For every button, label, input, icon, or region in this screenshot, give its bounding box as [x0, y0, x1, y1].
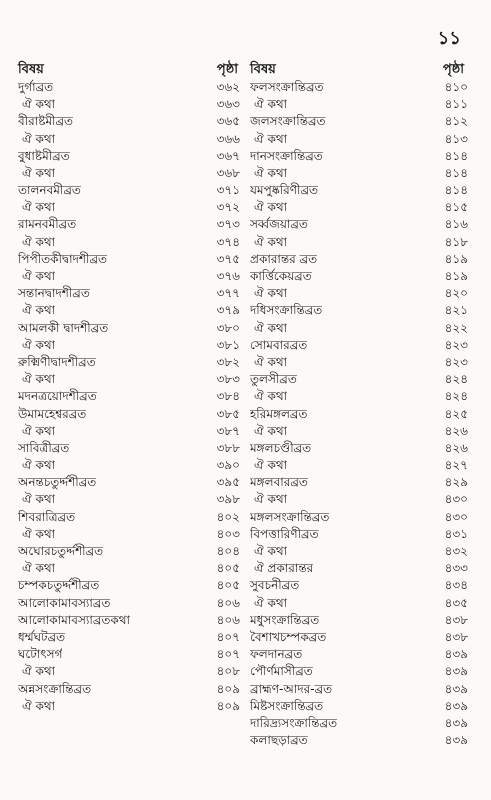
entry-page-number: ৩৮৩: [216, 372, 240, 387]
toc-entry: [18, 113, 244, 130]
toc-entry: [18, 560, 244, 577]
toc-entry: [250, 577, 470, 594]
toc-entry: [250, 440, 470, 457]
toc-entry: [250, 251, 470, 268]
toc-entry: [250, 388, 470, 405]
entry-page-number: ৩৮৪: [216, 389, 240, 404]
toc-entry: [18, 612, 244, 629]
entry-title: শিবরাত্রিব্রত: [18, 509, 76, 524]
entry-page-number: ৩৭২: [216, 200, 240, 215]
entry-page-number: ৩৭৪: [216, 234, 240, 249]
toc-entry: [250, 509, 470, 526]
toc-entry: [250, 371, 470, 388]
entry-title: আমলকী দ্বাদশীব্রত: [18, 320, 109, 335]
entry-page-number: ৩৭৫: [216, 251, 240, 266]
toc-entry: [250, 302, 470, 319]
entry-page-number: ৪০৭: [216, 629, 240, 644]
entry-page-number: ৩৭৭: [216, 286, 240, 301]
entry-page-number: ৪০৬: [216, 612, 240, 627]
entry-title: ঐ কথা: [22, 423, 56, 438]
entry-page-number: ৩৯০: [216, 458, 240, 473]
entry-title: হরিমঙ্গলব্রত: [250, 406, 308, 421]
entry-title: অঘোরচতুর্দ্দশীব্রত: [18, 544, 104, 559]
toc-entry: [250, 681, 470, 698]
toc-entry: [18, 423, 244, 440]
entry-page-number: ৪৩৪: [444, 578, 468, 593]
entry-page-number: ৪৩০: [444, 509, 468, 524]
toc-entry: [250, 492, 470, 509]
entry-page-number: ৪২০: [444, 286, 468, 301]
entry-page-number: ৪২৭: [444, 458, 468, 473]
entry-title: ঐ কথা: [254, 458, 288, 473]
entry-page-number: ৪৩৮: [444, 629, 468, 644]
toc-entry: [250, 182, 470, 199]
toc-entry: [18, 148, 244, 165]
entry-title: মদনত্রয়োদশীব্রত: [18, 389, 97, 404]
entry-title: যমপুষ্করিণীব্রত: [250, 183, 319, 198]
entry-title: ঐ কথা: [22, 200, 56, 215]
toc-entry: [250, 268, 470, 285]
entry-page-number: ৪১৯: [444, 251, 468, 266]
toc-entry: [18, 492, 244, 509]
toc-entry: [18, 526, 244, 543]
entry-page-number: ৩৭১: [216, 183, 240, 198]
entry-page-number: ৪২৯: [444, 475, 468, 490]
entry-title: ঐ কথা: [22, 303, 56, 318]
entry-title: বুধাষ্টমীব্রত: [18, 148, 70, 163]
entry-title: ঐ কথা: [254, 492, 288, 507]
entry-page-number: ৪৩২: [444, 544, 468, 559]
toc-entry: [18, 663, 244, 680]
entry-title: মধুসংক্রান্তিব্রত: [250, 612, 320, 627]
column-header: [250, 60, 470, 79]
toc-entry: [18, 474, 244, 491]
entry-page-number: ৪০৭: [216, 647, 240, 662]
toc-entry: [18, 543, 244, 560]
entry-title: বৈশাখচম্পকব্রত: [250, 629, 327, 644]
toc-column-right: [250, 60, 470, 749]
entry-title: রামনবমীব্রত: [18, 217, 77, 232]
entry-page-number: ৪০২: [216, 509, 240, 524]
entry-title: অনন্তচতুর্দ্দশীব্রত: [18, 475, 97, 490]
toc-entry: [250, 285, 470, 302]
entry-title: ঐ কথা: [22, 664, 56, 679]
entry-page-number: ৩৬৬: [216, 131, 240, 146]
toc-entry: [18, 681, 244, 698]
toc-entry: [18, 79, 244, 96]
entry-title: ফলসংক্রান্তিব্রত: [250, 79, 324, 94]
entry-title: সোমবারব্রত: [250, 337, 308, 352]
entry-title: বীরাষ্টমীব্রত: [18, 114, 74, 129]
toc-entry: [18, 234, 244, 251]
entry-page-number: ৪০৪: [216, 544, 240, 559]
entry-page-number: ৪৩১: [444, 526, 468, 541]
entry-page-number: ৪৩৫: [444, 595, 468, 610]
toc-entry: [250, 457, 470, 474]
toc-entry: [250, 646, 470, 663]
toc-entry: [18, 251, 244, 268]
entry-page-number: ৪২৪: [444, 372, 468, 387]
entry-title: ঐ কথা: [254, 97, 288, 112]
entry-title: মঙ্গলসংক্রান্তিব্রত: [250, 509, 330, 524]
entry-title: ঐ কথা: [22, 698, 56, 713]
entry-title: ঐ কথা: [254, 234, 288, 249]
toc-entry: [250, 406, 470, 423]
entry-title: ব্রাহ্মণ-আদর-ব্রত: [250, 681, 333, 696]
entry-title: কলাছড়াব্রত: [250, 733, 308, 748]
entry-page-number: ৩৯৮: [216, 492, 240, 507]
toc-entry: [250, 560, 470, 577]
toc-entry: [18, 406, 244, 423]
entry-page-number: ৩৮৭: [216, 423, 240, 438]
entry-title: ঐ কথা: [22, 458, 56, 473]
toc-entry: [18, 285, 244, 302]
header-subject: বিষয়: [18, 62, 44, 77]
entry-title: ঐ কথা: [254, 200, 288, 215]
toc-entry: [18, 320, 244, 337]
toc-entry: [18, 337, 244, 354]
toc-entry: [250, 526, 470, 543]
entry-title: পিপীতকীদ্বাদশীব্রত: [18, 251, 107, 266]
entry-page-number: ৪০৬: [216, 595, 240, 610]
entry-page-number: ৪০৫: [216, 578, 240, 593]
entry-title: দুর্গাব্রত: [18, 79, 54, 94]
toc-entry: [250, 96, 470, 113]
entry-title: তুলসীব্রত: [250, 372, 297, 387]
entry-page-number: ৪১৪: [444, 183, 468, 198]
entry-title: ঐ কথা: [22, 131, 56, 146]
entry-page-number: ৪৩৯: [444, 647, 468, 662]
toc-entry: [18, 165, 244, 182]
header-subject: বিষয়: [250, 62, 276, 77]
entry-title: ঐ কথা: [22, 97, 56, 112]
entry-title: আলোকামাবস্যাব্রত: [18, 595, 111, 610]
entry-page-number: ৪১১: [444, 97, 468, 112]
toc-entry: [250, 113, 470, 130]
entry-page-number: ৩৮২: [216, 354, 240, 369]
entry-title: ঐ কথা: [22, 372, 56, 387]
entry-title: চম্পকচতুর্দ্দশীব্রত: [18, 578, 100, 593]
entry-page-number: ৩৬৭: [216, 148, 240, 163]
entry-title: ঐ কথা: [22, 165, 56, 180]
toc-entry: [18, 698, 244, 715]
toc-entry: [18, 131, 244, 148]
entry-page-number: ৪২৩: [444, 337, 468, 352]
entry-title: ঐ কথা: [254, 165, 288, 180]
entry-title: মঙ্গলচণ্ডীব্রত: [250, 440, 312, 455]
entry-title: ঘটোৎসর্গ: [18, 647, 63, 662]
toc-entry: [18, 371, 244, 388]
entry-page-number: ৪৩৯: [444, 698, 468, 713]
entry-title: অন্নসংক্রান্তিব্রত: [18, 681, 92, 696]
entry-title: কার্ত্তিকেয়ব্রত: [250, 269, 312, 284]
toc-entry: [250, 234, 470, 251]
entry-page-number: ৩৬৫: [216, 114, 240, 129]
entry-title: ধর্ম্মঘটব্রত: [18, 629, 66, 644]
entry-title: মঙ্গলবারব্রত: [250, 475, 308, 490]
entry-page-number: ৪১৯: [444, 269, 468, 284]
entry-page-number: ৪৩৮: [444, 612, 468, 627]
entry-title: সর্ব্বজয়াব্রত: [250, 217, 308, 232]
header-page: পৃষ্ঠা: [442, 62, 464, 77]
entry-title: সাবিত্রীব্রত: [18, 440, 70, 455]
entry-page-number: ৩৮৫: [216, 406, 240, 421]
toc-entry: [18, 354, 244, 371]
toc-entry: [250, 663, 470, 680]
toc-entry: [18, 457, 244, 474]
entry-page-number: ৪২৩: [444, 354, 468, 369]
page-number: ১১: [437, 28, 461, 49]
toc-entry: [250, 715, 470, 732]
entry-title: মিষ্টসংক্রান্তিব্রত: [250, 698, 324, 713]
entry-title: ফলদানব্রত: [250, 647, 303, 662]
toc-entry: [18, 646, 244, 663]
toc-entry: [18, 629, 244, 646]
toc-entry: [250, 131, 470, 148]
toc-entry: [18, 509, 244, 526]
entry-title: ঐ কথা: [254, 423, 288, 438]
entry-page-number: ৪৩৯: [444, 681, 468, 696]
entry-page-number: ৩৭৩: [216, 217, 240, 232]
entry-page-number: ৪১৪: [444, 165, 468, 180]
entry-page-number: ৩৬২: [216, 79, 240, 94]
toc-entry: [250, 474, 470, 491]
entry-page-number: ৪১৮: [444, 234, 468, 249]
entry-title: ঐ কথা: [254, 131, 288, 146]
entry-page-number: ৪২১: [444, 303, 468, 318]
toc-entry: [250, 354, 470, 371]
entry-page-number: ৪৩৯: [444, 733, 468, 748]
toc-entry: [250, 165, 470, 182]
toc-entry: [18, 388, 244, 405]
entry-title: ঐ কথা: [254, 320, 288, 335]
toc-entry: [250, 337, 470, 354]
entry-title: দানসংক্রান্তিব্রত: [250, 148, 323, 163]
entry-page-number: ৪১২: [444, 114, 468, 129]
entry-title: দধিসংক্রান্তিব্রত: [250, 303, 323, 318]
entry-page-number: ৪০৯: [216, 681, 240, 696]
toc-list-left: [18, 79, 244, 715]
toc-entry: [250, 199, 470, 216]
entry-page-number: ৩৮১: [216, 337, 240, 352]
toc-entry: [250, 217, 470, 234]
entry-title: ঐ কথা: [22, 561, 56, 576]
entry-title: তালনবমীব্রত: [18, 183, 81, 198]
toc-entry: [18, 199, 244, 216]
toc-entry: [250, 423, 470, 440]
toc-column-left: [18, 60, 244, 715]
toc-entry: [18, 96, 244, 113]
entry-page-number: ৪০৩: [216, 526, 240, 541]
entry-title: ঐ কথা: [22, 269, 56, 284]
entry-page-number: ৩৬৮: [216, 165, 240, 180]
entry-title: আলোকামাবস্যাব্রতকথা: [18, 612, 131, 627]
toc-entry: [18, 577, 244, 594]
toc-entry: [18, 182, 244, 199]
entry-page-number: ৪২২: [444, 320, 468, 335]
toc-entry: [250, 595, 470, 612]
entry-title: ঐ কথা: [254, 595, 288, 610]
toc-entry: [250, 320, 470, 337]
entry-page-number: ৪০৫: [216, 561, 240, 576]
header-page: পৃষ্ঠা: [216, 62, 238, 77]
entry-page-number: ৩৬৩: [216, 97, 240, 112]
entry-title: বিপত্তারিণীব্রত: [250, 526, 319, 541]
entry-title: সুবচনীব্রত: [250, 578, 300, 593]
entry-page-number: ৪১৫: [444, 200, 468, 215]
toc-entry: [18, 217, 244, 234]
entry-title: ঐ কথা: [22, 234, 56, 249]
entry-page-number: ৪০৯: [216, 698, 240, 713]
entry-page-number: ৪২৬: [444, 440, 468, 455]
toc-entry: [18, 302, 244, 319]
entry-page-number: ৩৯৫: [216, 475, 240, 490]
entry-title: ঐ কথা: [22, 337, 56, 352]
entry-title: রুক্মিণীদ্বাদশীব্রত: [18, 354, 96, 369]
toc-entry: [250, 148, 470, 165]
entry-page-number: ৪৩৩: [444, 561, 468, 576]
entry-page-number: ৪২৫: [444, 406, 468, 421]
entry-title: প্রকারান্তর ব্রত: [250, 251, 318, 266]
entry-title: সন্তানদ্বাদশীব্রত: [18, 286, 90, 301]
entry-page-number: ৩৭৯: [216, 303, 240, 318]
entry-page-number: ৪১৪: [444, 148, 468, 163]
toc-entry: [250, 698, 470, 715]
entry-title: ঐ কথা: [254, 354, 288, 369]
entry-title: দারিদ্র্যসংক্রান্তিব্রত: [250, 715, 338, 730]
toc-entry: [18, 440, 244, 457]
toc-entry: [250, 79, 470, 96]
entry-title: ঐ কথা: [22, 526, 56, 541]
entry-page-number: ৪১০: [444, 79, 468, 94]
toc-entry: [250, 629, 470, 646]
entry-title: ঐ কথা: [22, 492, 56, 507]
entry-title: পৌর্ণমাসীব্রত: [250, 664, 313, 679]
entry-page-number: ৪৩০: [444, 492, 468, 507]
entry-title: ঐ কথা: [254, 286, 288, 301]
toc-entry: [250, 543, 470, 560]
entry-page-number: ৪২৪: [444, 389, 468, 404]
entry-page-number: ৪৩৯: [444, 715, 468, 730]
entry-page-number: ৪০৮: [216, 664, 240, 679]
entry-title: উমামহেশ্বরব্রত: [18, 406, 87, 421]
entry-title: ঐ কথা: [254, 389, 288, 404]
entry-page-number: ৩৭৬: [216, 269, 240, 284]
toc-list-right: [250, 79, 470, 749]
entry-title: ঐ প্রকারান্তর: [254, 561, 314, 576]
toc-entry: [18, 595, 244, 612]
entry-page-number: ৩৮৮: [216, 440, 240, 455]
entry-page-number: ৪১৩: [444, 131, 468, 146]
column-header: [18, 60, 244, 79]
entry-title: ঐ কথা: [254, 544, 288, 559]
toc-entry: [250, 612, 470, 629]
toc-entry: [250, 732, 470, 749]
entry-page-number: ৪২৬: [444, 423, 468, 438]
entry-page-number: ৪১৬: [444, 217, 468, 232]
entry-page-number: ৪৩৯: [444, 664, 468, 679]
toc-entry: [18, 268, 244, 285]
entry-title: জলসংক্রান্তিব্রত: [250, 114, 326, 129]
entry-page-number: ৩৮০: [216, 320, 240, 335]
